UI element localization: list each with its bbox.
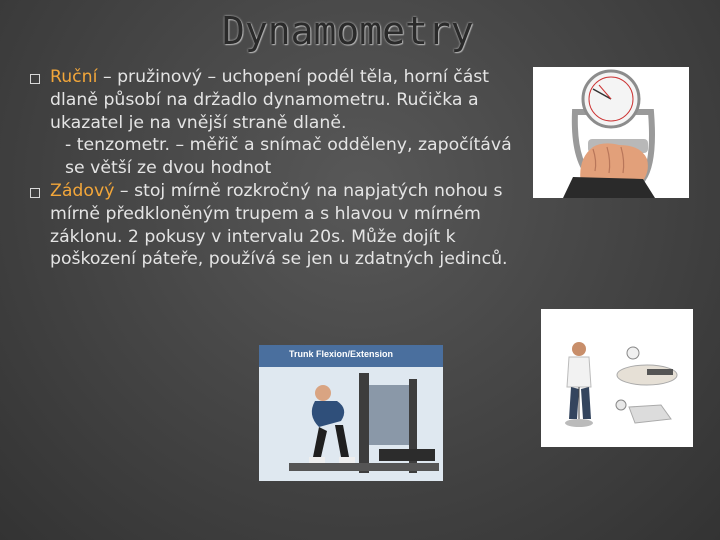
bullet-subtext: - tenzometr. – měřič a snímač odděleny, započítává se větší ze dvou hodnot [65, 135, 512, 179]
trunk-machine-image [259, 345, 443, 481]
back-dynamometer-image [541, 309, 693, 447]
bullet-item-back [30, 180, 530, 271]
bullet-paragraph [50, 66, 530, 134]
bullet-item-hand [30, 66, 530, 180]
bullet-paragraph [50, 180, 530, 271]
bullet-text: – pružinový – uchopení podél těla, horní část dlaně působí na držadlo dynamometru. Ručička a ukazatel je na vnější straně dlaně. [50, 67, 490, 133]
hand-dynamometer-image [533, 67, 689, 198]
square-bullet-icon [30, 188, 40, 198]
back-dynamometer-illustration [541, 309, 693, 447]
machine-banner-text: Trunk Flexion/Extension [289, 349, 394, 359]
trunk-machine-illustration [259, 345, 443, 481]
bullet-keyword: Ruční [50, 67, 98, 87]
slide-title: Dynamometry [222, 9, 474, 53]
bullet-text: – stoj mírně rozkročný na napjatých nohou s mírně předkloněným trupem a s hlavou v mírném záklonu. 2 pokusy v intervalu 20s. Může dojít k poškození páteře, používá se jen u zdatných jedinců. [50, 180, 508, 270]
bullet-keyword: Zádový [50, 180, 115, 201]
bullet-list [30, 66, 530, 271]
square-bullet-icon [30, 74, 40, 84]
hand-dynamometer-illustration [533, 67, 689, 198]
